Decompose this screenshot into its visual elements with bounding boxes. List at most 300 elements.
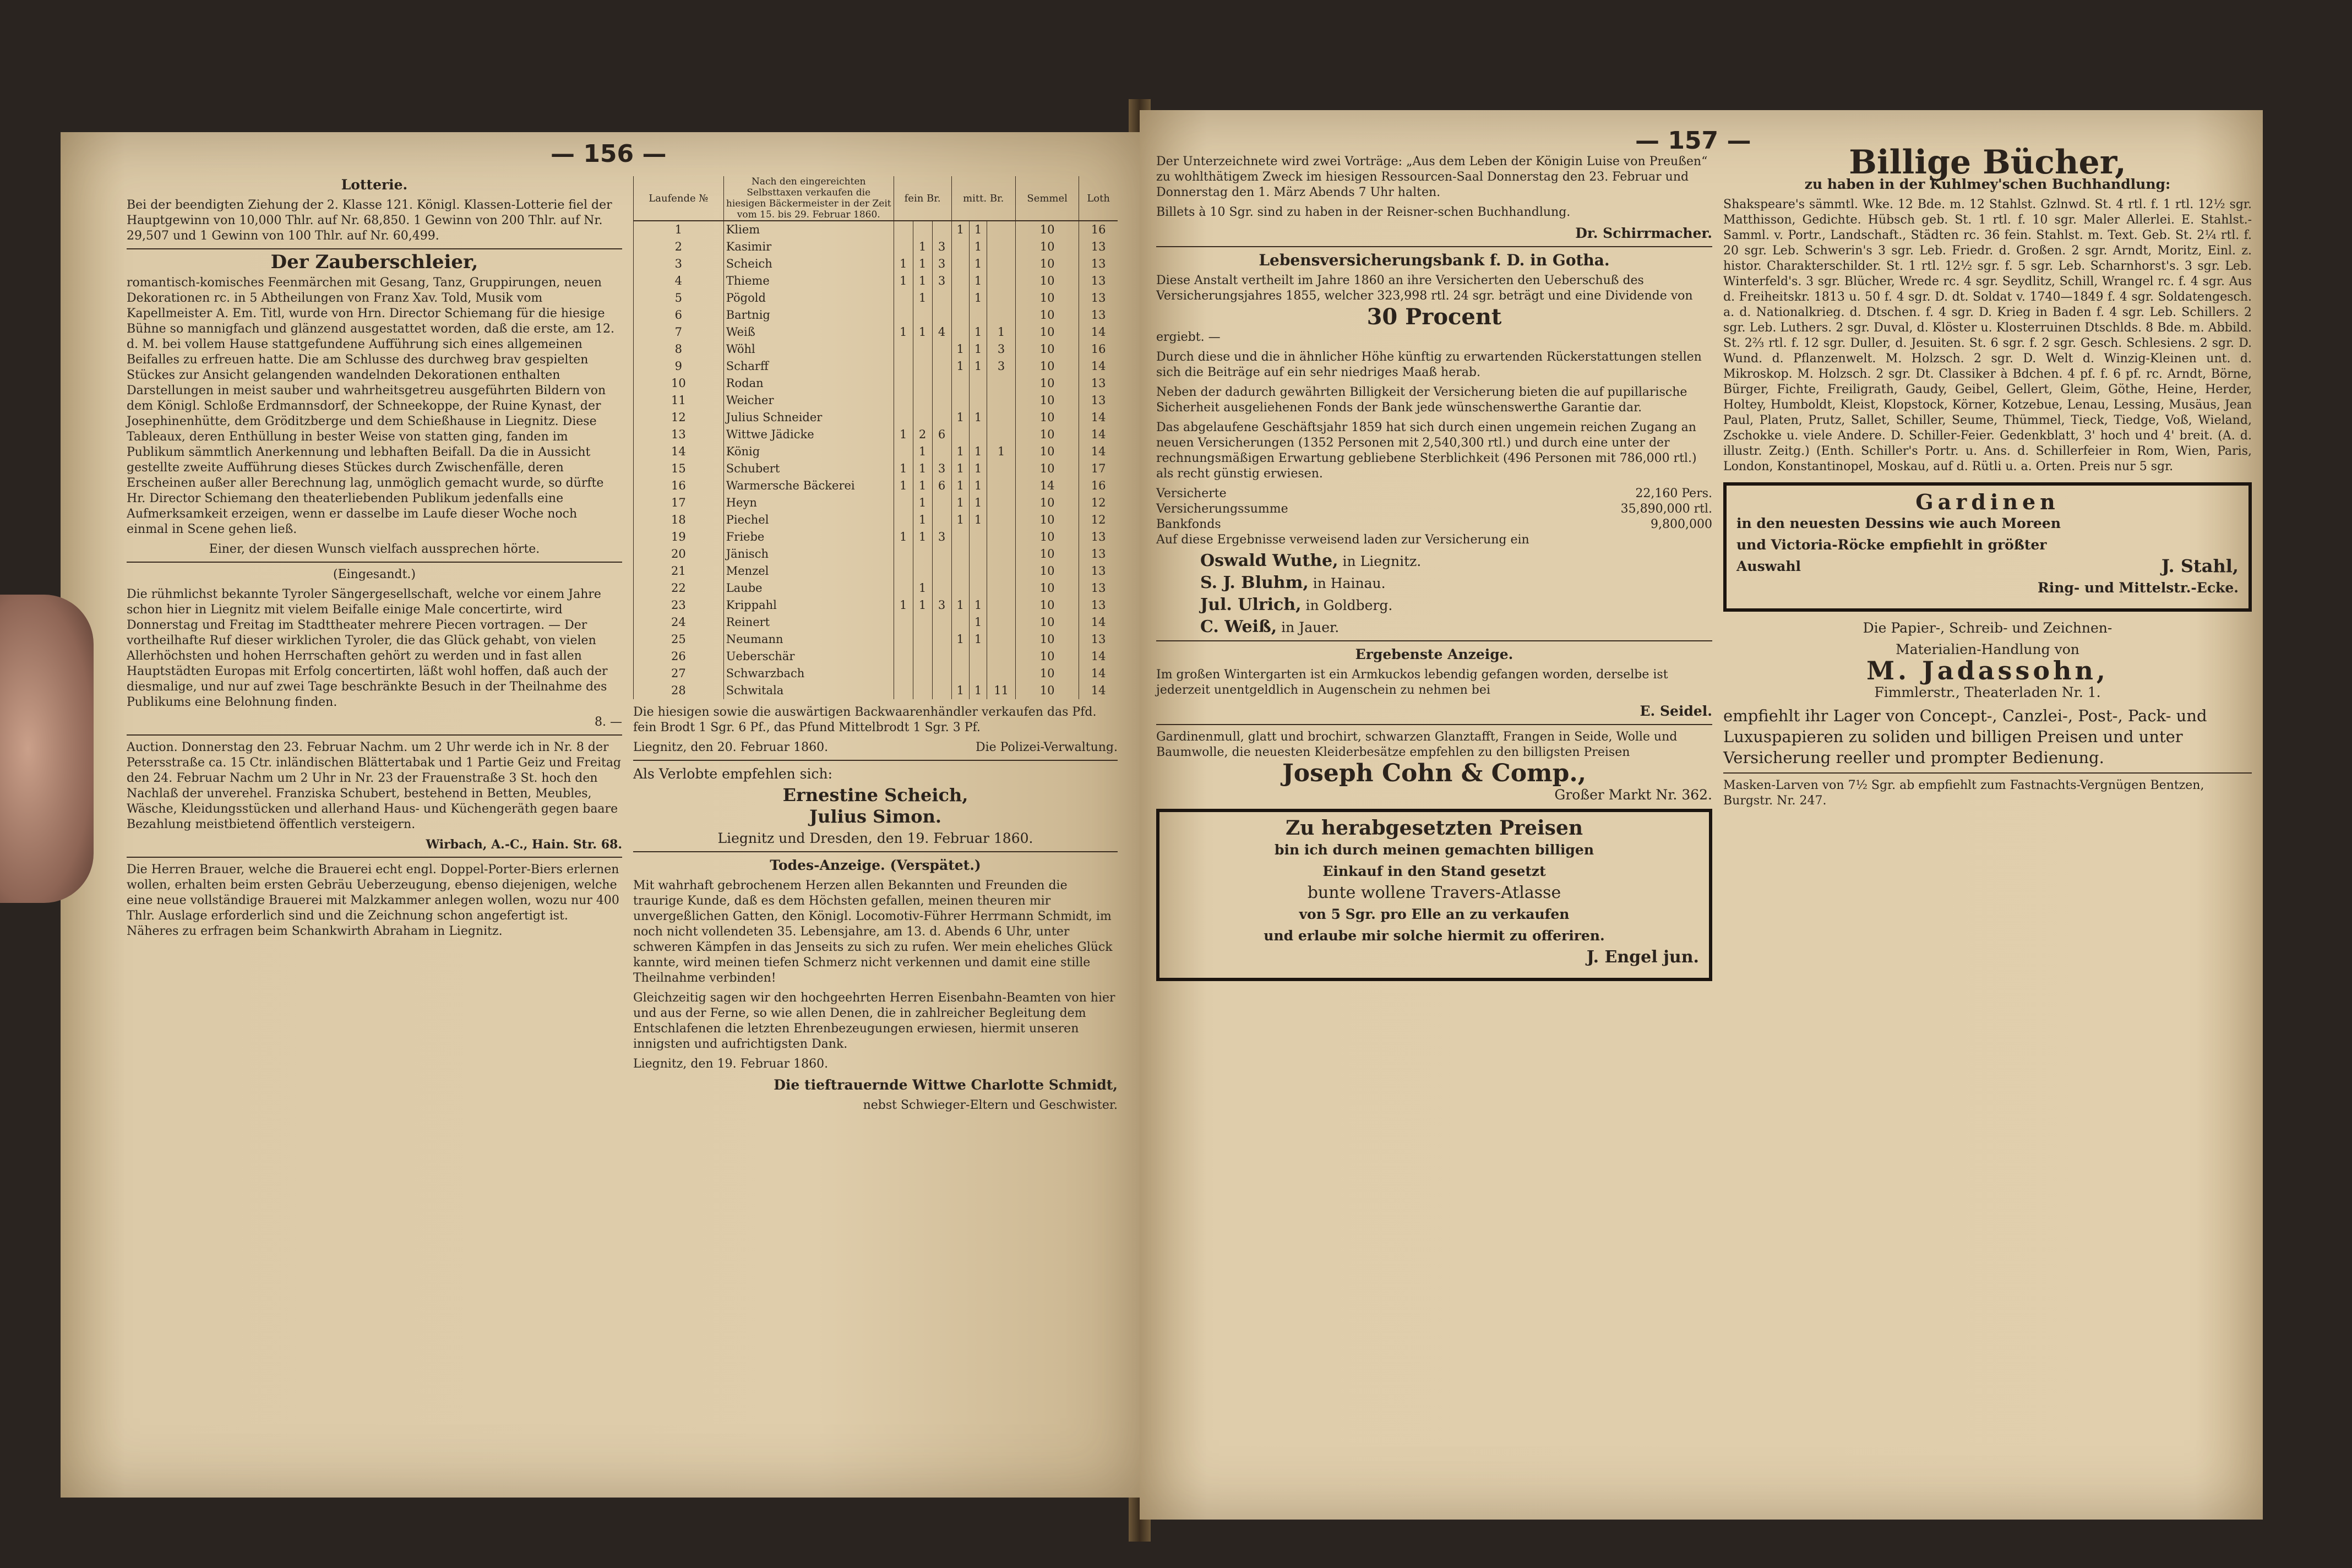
eingesandt-head: (Eingesandt.) xyxy=(333,568,416,581)
table-cell xyxy=(913,648,932,665)
baker-name-cell: Reinert xyxy=(723,614,894,631)
table-cell xyxy=(932,665,951,682)
baker-name-cell: Bartnig xyxy=(723,307,894,324)
verlobte-name-1: Ernestine Scheich, xyxy=(782,785,968,805)
table-cell xyxy=(913,221,932,238)
table-cell: 10 xyxy=(1015,665,1079,682)
table-row xyxy=(634,494,1118,511)
table-cell: 1 xyxy=(969,255,987,273)
jadassohn-name: M. Jadassohn, xyxy=(1866,656,2109,685)
table-cell: 28 xyxy=(634,682,724,699)
table-row xyxy=(634,614,1118,631)
table-cell: 1 xyxy=(951,494,969,511)
table-cell: 1 xyxy=(894,324,913,341)
stat-value: 22,160 Pers. xyxy=(1635,487,1712,500)
table-cell xyxy=(932,631,951,648)
stat-row xyxy=(1156,502,1712,517)
table-cell: 14 xyxy=(1079,409,1118,426)
baker-name-cell: Jänisch xyxy=(723,546,894,563)
table-cell xyxy=(932,290,951,307)
stat-value: 35,890,000 rtl. xyxy=(1620,502,1712,516)
table-cell: 10 xyxy=(1015,290,1079,307)
table-cell: 10 xyxy=(1015,682,1079,699)
table-cell: 10 xyxy=(1015,460,1079,477)
table-cell xyxy=(932,682,951,699)
verlobte-name-2: Julius Simon. xyxy=(809,806,941,827)
table-cell: 3 xyxy=(932,529,951,546)
table-cell xyxy=(969,375,987,392)
table-cell: 4 xyxy=(634,273,724,290)
todes-head: Todes-Anzeige. (Verspätet.) xyxy=(770,857,981,873)
table-row xyxy=(634,682,1118,699)
table-cell: 10 xyxy=(1015,255,1079,273)
table-cell xyxy=(987,511,1016,529)
table-cell xyxy=(951,648,969,665)
table-cell: 1 xyxy=(951,409,969,426)
divider xyxy=(127,734,622,736)
table-cell xyxy=(987,255,1016,273)
table-cell: 22 xyxy=(634,580,724,597)
table-cell: 1 xyxy=(969,221,987,238)
auction-sign: Wirbach, A.-C., Hain. Str. 68. xyxy=(426,837,622,852)
table-cell: 1 xyxy=(913,597,932,614)
divider xyxy=(1156,640,1712,641)
todes-sign: Die tieftrauernde Wittwe Charlotte Schmidt, xyxy=(774,1077,1118,1093)
stahl-line-1: in den neuesten Dessins wie auch Moreen xyxy=(1736,515,2061,531)
table-cell: 1 xyxy=(913,494,932,511)
table-cell: 1 xyxy=(969,238,987,255)
lotterie-head: Lotterie. xyxy=(341,177,408,193)
table-cell: 1 xyxy=(894,477,913,494)
table-cell xyxy=(932,375,951,392)
vortrag-sign: Dr. Schirrmacher. xyxy=(1575,225,1712,241)
baker-name-cell: Kliem xyxy=(723,221,894,238)
table-cell: 1 xyxy=(951,358,969,375)
table-cell: 1 xyxy=(894,597,913,614)
table-cell: 1 xyxy=(913,460,932,477)
buecher-sub: zu haben in der Kuhlmey'schen Buchhandlung: xyxy=(1804,176,2171,192)
versicherung-head: Lebensversicherungsbank f. D. in Gotha. xyxy=(1259,251,1610,269)
table-cell: 11 xyxy=(987,682,1016,699)
table-cell xyxy=(987,307,1016,324)
table-cell xyxy=(969,665,987,682)
table-cell: 16 xyxy=(1079,221,1118,238)
stat-value: 9,800,000 xyxy=(1651,518,1712,531)
table-cell: 1 xyxy=(894,460,913,477)
engel-line-4: von 5 Sgr. pro Elle an zu verkaufen xyxy=(1299,906,1570,922)
jadassohn-line-3: Fimmlerstr., Theaterladen Nr. 1. xyxy=(1874,684,2101,700)
table-cell: 11 xyxy=(634,392,724,409)
todes-text: Mit wahrhaft gebrochenem Herzen allen Bekannten und Freunden die traurige Kunde, daß es dem Höchsten gefallen, meinen theuren mir unvergeßlichen Gatten, den Königl. Locomotiv-Führer Herrmann Schmidt, im noch nicht vollendeten 35. Lebensjahre, am 13. d. Abends 6 Uhr, unter schweren Kämpfen in das Jenseits zu sich zu rufen. Wer mein eheliches Glück kannte, wird meinen tiefen Schmerz nicht verkennen und damit eine stille Theilnahme verbinden! xyxy=(633,879,1113,985)
table-cell: 16 xyxy=(634,477,724,494)
table-row xyxy=(634,324,1118,341)
cohn-firm: Joseph Cohn & Comp., xyxy=(1282,759,1587,787)
holding-thumb xyxy=(0,595,94,903)
table-cell: 10 xyxy=(1015,221,1079,238)
table-cell: 1 xyxy=(969,443,987,460)
zauber-text: romantisch-komisches Feenmärchen mit Gesang, Tanz, Gruppirungen, neuen Dekorationen rc. in 5 Abtheilungen von Franz Xav. Told, Musik vom Kapellmeister A. Em. Titl, wurde von Hrn. Director Schiemang für die hiesige Bühne so mannigfach und glänzend ausgestattet worden, daß die erste, am 12. d. M. bei vollem Hause stattgefundene Aufführung sich eines allgemeinen Beifalles zu erfreuen hatte. Die am Schlusse des durchweg brav gespielten Stückes zur Ansicht gelangenden wandelnden Dekorationen enthalten Darstellungen in meist sauber und wahrheitsgetreu ausgeführten Bildern von dem Königl. Schloße Erdmannsdorf, der Schneekoppe, der Ruine Kynast, der Josephinenhütte, dem Gröditzberge und dem Schießhause in Liegnitz. Diese Tableaux, deren Enthüllung in bester Weise von statten ging, fanden im Publikum sämmtlich Anerkennung und lebhaften Beifall. Da die in Aussicht gestellte zweite Aufführung dieses Stückes durch Zwischenfälle, deren Erscheinen außer aller Berechnung lag, unmöglich gemacht wurde, so dürfte Hr. Director Schiemang den theaterliebenden Publikum jedenfalls eine Aufmerksamkeit erzeigen, wenn er dasselbe im Laufe dieser Woche noch einmal in Scene gehen ließ. xyxy=(127,276,615,536)
table-cell: 14 xyxy=(1079,614,1118,631)
table-cell: 10 xyxy=(1015,375,1079,392)
table-cell: 1 xyxy=(894,273,913,290)
table-cell: 1 xyxy=(969,614,987,631)
table-cell xyxy=(932,546,951,563)
table-cell: 1 xyxy=(913,324,932,341)
table-cell xyxy=(913,392,932,409)
table-cell: 1 xyxy=(969,273,987,290)
verlobte-place: Liegnitz und Dresden, den 19. Februar 1860. xyxy=(717,830,1033,846)
divider xyxy=(633,851,1118,852)
table-cell xyxy=(894,358,913,375)
agent-row xyxy=(1200,574,1712,592)
vortrag-text-2: Billets à 10 Sgr. sind zu haben in der Reisner-schen Buchhandlung. xyxy=(1156,205,1571,219)
agent-row xyxy=(1200,596,1712,614)
table-cell: 14 xyxy=(1079,443,1118,460)
table-cell: 3 xyxy=(634,255,724,273)
todes-sign-2: nebst Schwieger-Eltern und Geschwister. xyxy=(863,1098,1118,1112)
table-cell xyxy=(951,375,969,392)
table-cell xyxy=(932,614,951,631)
agent-name: S. J. Bluhm, xyxy=(1200,573,1309,592)
col-fein: fein Br. xyxy=(894,176,951,221)
stahl-addr: Ring- und Mittelstr.-Ecke. xyxy=(2037,580,2239,596)
table-row xyxy=(634,375,1118,392)
table-cell xyxy=(969,529,987,546)
table-cell: 27 xyxy=(634,665,724,682)
baker-name-cell: Schwarzbach xyxy=(723,665,894,682)
table-cell: 13 xyxy=(1079,631,1118,648)
table-cell: 1 xyxy=(987,324,1016,341)
table-cell xyxy=(951,546,969,563)
table-cell: 26 xyxy=(634,648,724,665)
table-cell xyxy=(951,324,969,341)
table-cell: 14 xyxy=(1079,665,1118,682)
table-cell xyxy=(913,665,932,682)
engel-line-5: und erlaube mir solche hiermit zu offeriren. xyxy=(1264,928,1605,944)
col-mitt: mitt. Br. xyxy=(951,176,1015,221)
table-cell: 14 xyxy=(1079,324,1118,341)
table-cell: 1 xyxy=(951,597,969,614)
auction-text: Auction. Donnerstag den 23. Februar Nachm. um 2 Uhr werde ich in Nr. 8 der Petersstraße ca. 15 Ctr. inländischen Blättertabak und 1 Partie Geiz und Freitag den 24. Februar Nachm um 2 Uhr in Nr. 23 der Frauenstraße 3 St. hoch den Nachlaß der unverehel. Franziska Schubert, bestehend in Betten, Meubles, Wäsche, Kleidungsstücken und allerhand Haus- und Küchengeräth gegen baare Bezahlung meistbietend öffentlich versteigern. xyxy=(127,741,622,831)
left-page xyxy=(61,132,1140,1498)
table-cell: 13 xyxy=(1079,375,1118,392)
table-cell xyxy=(894,392,913,409)
table-cell xyxy=(987,546,1016,563)
table-cell: 1 xyxy=(969,494,987,511)
table-row xyxy=(634,460,1118,477)
engel-sign: J. Engel jun. xyxy=(1586,948,1699,967)
agent-place: in Jauer. xyxy=(1281,619,1340,635)
baker-name-cell: Menzel xyxy=(723,563,894,580)
table-cell xyxy=(987,426,1016,443)
agent-place: in Hainau. xyxy=(1313,575,1386,591)
table-cell xyxy=(969,307,987,324)
table-cell xyxy=(894,409,913,426)
table-cell xyxy=(932,563,951,580)
table-cell xyxy=(913,409,932,426)
table-cell: 13 xyxy=(1079,529,1118,546)
table-cell xyxy=(894,290,913,307)
table-cell: 10 xyxy=(1015,563,1079,580)
table-cell: 24 xyxy=(634,614,724,631)
table-cell: 10 xyxy=(1015,443,1079,460)
table-cell: 10 xyxy=(1015,546,1079,563)
eingesandt-sign: 8. — xyxy=(595,715,622,729)
table-cell xyxy=(987,631,1016,648)
table-cell: 1 xyxy=(951,511,969,529)
table-cell xyxy=(951,563,969,580)
versicherung-text-6: Auf diese Ergebnisse verweisend laden zur Versicherung ein xyxy=(1156,533,1529,547)
table-row xyxy=(634,648,1118,665)
right-page xyxy=(1140,110,2263,1520)
table-cell: 14 xyxy=(634,443,724,460)
table-sign xyxy=(633,740,1118,755)
table-cell: 14 xyxy=(1079,648,1118,665)
cohn-addr: Großer Markt Nr. 362. xyxy=(1554,787,1712,803)
table-cell xyxy=(932,511,951,529)
table-cell xyxy=(951,238,969,255)
stat-label: Versicherte xyxy=(1156,487,1227,500)
versicherung-text-2: ergiebt. — xyxy=(1156,330,1221,344)
baker-name-cell: Julius Schneider xyxy=(723,409,894,426)
table-cell: 1 xyxy=(951,460,969,477)
table-cell: 10 xyxy=(1015,426,1079,443)
baker-name-cell: Scharff xyxy=(723,358,894,375)
table-row xyxy=(634,307,1118,324)
agent-name: Oswald Wuthe, xyxy=(1200,551,1338,570)
baker-name-cell: Pögold xyxy=(723,290,894,307)
jadassohn-line-2: Materialien-Handlung von xyxy=(1896,641,2079,657)
baker-name-cell: Piechel xyxy=(723,511,894,529)
table-cell xyxy=(913,375,932,392)
table-cell xyxy=(969,580,987,597)
versicherung-stats xyxy=(1156,486,1712,532)
table-cell xyxy=(932,580,951,597)
baker-name-cell: Neumann xyxy=(723,631,894,648)
table-cell: 3 xyxy=(932,273,951,290)
right-page-left-column xyxy=(1156,154,1712,981)
table-cell: 3 xyxy=(932,460,951,477)
table-cell xyxy=(913,546,932,563)
table-cell: 10 xyxy=(1015,494,1079,511)
table-cell: 13 xyxy=(1079,307,1118,324)
table-footnote: Die hiesigen sowie die auswärtigen Backwaarenhändler verkaufen das Pfd. fein Brodt 1 Sgr. 6 Pf., das Pfund Mittelbrodt 1 Sgr. 3 Pf. xyxy=(633,705,1097,734)
table-cell: 1 xyxy=(913,238,932,255)
table-cell: 13 xyxy=(1079,273,1118,290)
table-cell: 1 xyxy=(913,580,932,597)
stahl-head: Gardinen xyxy=(1915,489,2060,514)
table-cell xyxy=(932,409,951,426)
table-cell: 19 xyxy=(634,529,724,546)
baker-name-cell: Scheich xyxy=(723,255,894,273)
table-cell: 13 xyxy=(1079,392,1118,409)
table-cell xyxy=(913,682,932,699)
table-cell: 9 xyxy=(634,358,724,375)
table-cell xyxy=(951,529,969,546)
todes-date: Liegnitz, den 19. Februar 1860. xyxy=(633,1057,829,1071)
table-cell xyxy=(894,221,913,238)
table-cell xyxy=(987,221,1016,238)
table-cell: 18 xyxy=(634,511,724,529)
table-cell xyxy=(913,341,932,358)
table-cell xyxy=(951,273,969,290)
table-cell xyxy=(894,511,913,529)
table-cell xyxy=(987,238,1016,255)
table-cell: 1 xyxy=(969,324,987,341)
table-cell xyxy=(894,443,913,460)
table-cell xyxy=(987,409,1016,426)
table-cell: 1 xyxy=(969,358,987,375)
table-cell: 13 xyxy=(1079,563,1118,580)
table-cell: 1 xyxy=(969,511,987,529)
table-row xyxy=(634,665,1118,682)
table-cell: 10 xyxy=(1015,648,1079,665)
baker-name-cell: Ueberschär xyxy=(723,648,894,665)
left-column xyxy=(127,176,622,944)
table-cell: 10 xyxy=(1015,341,1079,358)
table-cell: 10 xyxy=(1015,238,1079,255)
table-cell xyxy=(932,358,951,375)
stat-label: Versicherungssumme xyxy=(1156,502,1288,516)
table-cell: 13 xyxy=(1079,238,1118,255)
table-cell xyxy=(894,665,913,682)
table-row xyxy=(634,477,1118,494)
table-cell xyxy=(987,529,1016,546)
table-cell xyxy=(951,255,969,273)
table-cell xyxy=(894,682,913,699)
table-cell: 1 xyxy=(894,255,913,273)
table-cell: 1 xyxy=(894,529,913,546)
table-row xyxy=(634,290,1118,307)
table-cell xyxy=(894,563,913,580)
table-cell: 6 xyxy=(932,477,951,494)
table-cell xyxy=(987,273,1016,290)
table-cell: 7 xyxy=(634,324,724,341)
table-cell xyxy=(913,358,932,375)
table-cell: 13 xyxy=(1079,546,1118,563)
divider xyxy=(127,248,622,249)
cohn-text: Gardinenmull, glatt und brochirt, schwarzen Glanztafft, Frangen in Seide, Wolle und Baumwolle, die neuesten Kleiderbesätze empfehlen zu den billigsten Preisen xyxy=(1156,730,1678,759)
agent-row xyxy=(1200,618,1712,636)
table-cell: 12 xyxy=(634,409,724,426)
table-cell: 14 xyxy=(1079,358,1118,375)
table-cell: 16 xyxy=(1079,477,1118,494)
table-cell: 13 xyxy=(1079,597,1118,614)
table-cell: 14 xyxy=(1079,682,1118,699)
engel-advert xyxy=(1156,809,1712,981)
table-row xyxy=(634,529,1118,546)
table-cell xyxy=(894,648,913,665)
ergebenste-sign: E. Seidel. xyxy=(1640,703,1712,719)
versicherung-percent: 30 Procent xyxy=(1366,304,1502,330)
table-cell xyxy=(951,392,969,409)
baker-name-cell: Weicher xyxy=(723,392,894,409)
table-cell xyxy=(987,597,1016,614)
table-header-row xyxy=(634,176,1118,221)
table-cell: 1 xyxy=(987,443,1016,460)
table-cell xyxy=(951,614,969,631)
ergebenste-head: Ergebenste Anzeige. xyxy=(1355,646,1513,662)
table-cell xyxy=(951,307,969,324)
table-cell: 4 xyxy=(932,324,951,341)
table-cell xyxy=(951,665,969,682)
table-cell: 3 xyxy=(932,238,951,255)
table-cell: 10 xyxy=(1015,631,1079,648)
table-cell: 1 xyxy=(951,443,969,460)
divider xyxy=(1156,724,1712,725)
baker-name-cell: Warmersche Bäckerei xyxy=(723,477,894,494)
stat-row xyxy=(1156,486,1712,502)
table-cell: 10 xyxy=(1015,511,1079,529)
table-cell xyxy=(932,307,951,324)
divider xyxy=(1723,772,2252,774)
baker-name-cell: Friebe xyxy=(723,529,894,546)
engel-line-1: bin ich durch meinen gemachten billigen xyxy=(1274,842,1594,858)
stahl-line-3 xyxy=(1736,558,2239,575)
table-sign-right: Die Polizei-Verwaltung. xyxy=(975,741,1118,754)
table-cell xyxy=(932,443,951,460)
bakers-price-table xyxy=(633,176,1118,699)
versicherung-text: Diese Anstalt vertheilt im Jahre 1860 an ihre Versicherten den Ueberschuß des Versicherungsjahres 1855, welcher 323,998 rtl. 24 sgr. beträgt und eine Dividende von xyxy=(1156,274,1693,303)
table-cell: 1 xyxy=(913,273,932,290)
brauer-text: Die Herren Brauer, welche die Brauerei echt engl. Doppel-Porter-Biers erlernen wollen, erhalten beim ersten Gebräu Ueberzeugung, ebenso diejenigen, welche eine neue vollständige Brauerei mit Malzkammer anlegen wollen, wozu nur 400 Thlr. Auslage erforderlich sind und die Zeichnung schon angefertigt ist. Näheres zu erfragen beim Schankwirth Abraham in Liegnitz. xyxy=(127,863,619,938)
table-cell: 17 xyxy=(1079,460,1118,477)
table-cell xyxy=(894,580,913,597)
verlobte-line: Als Verlobte empfehlen sich: xyxy=(633,766,833,782)
table-row xyxy=(634,443,1118,460)
stat-row xyxy=(1156,517,1712,532)
baker-name-cell: Krippahl xyxy=(723,597,894,614)
table-cell xyxy=(969,426,987,443)
table-cell: 10 xyxy=(1015,273,1079,290)
agent-place: in Goldberg. xyxy=(1305,597,1393,613)
table-cell: 12 xyxy=(1079,494,1118,511)
table-cell: 6 xyxy=(634,307,724,324)
table-cell: 25 xyxy=(634,631,724,648)
todes-text-2: Gleichzeitig sagen wir den hochgeehrten Herren Eisenbahn-Beamten von hier und aus der Ferne, so wie allen Denen, die in zahlreicher Begleitung dem Entschlafenen die letzten Ehrenbezeugungen erwiesen, hiermit unseren innigsten und aufrichtigsten Dank. xyxy=(633,991,1115,1051)
table-cell: 16 xyxy=(1079,341,1118,358)
table-cell: 1 xyxy=(913,477,932,494)
table-cell xyxy=(894,375,913,392)
versicherung-text-3: Durch diese und die in ähnlicher Höhe künftig zu erwartenden Rückerstattungen stellen sich die Beiträge auf ein sehr niedriges Maaß herab. xyxy=(1156,350,1702,379)
engel-head: Zu herabgesetzten Preisen xyxy=(1285,816,1583,840)
table-cell: 20 xyxy=(634,546,724,563)
table-row xyxy=(634,221,1118,238)
baker-name-cell: Laube xyxy=(723,580,894,597)
stahl-line-3-text: Auswahl xyxy=(1736,558,1801,574)
table-cell xyxy=(987,665,1016,682)
table-cell xyxy=(987,290,1016,307)
table-cell: 1 xyxy=(969,290,987,307)
stahl-line-2: und Victoria-Röcke empfiehlt in größter xyxy=(1736,537,2047,553)
baker-name-cell: Schwitala xyxy=(723,682,894,699)
baker-name-cell: Weiß xyxy=(723,324,894,341)
table-cell xyxy=(951,580,969,597)
table-cell: 3 xyxy=(932,597,951,614)
page-number-right: — 157 — xyxy=(1635,127,1751,155)
eingesandt-text: Die rühmlichst bekannte Tyroler Sängergesellschaft, welche vor einem Jahre schon hier in Liegnitz mit vielem Beifalle einige Male concertirte, wird Donnerstag und Freitag im Stadttheater mehrere Piecen vortragen. — Der vortheilhafte Ruf dieser wirklichen Tyroler, die das Glück gehabt, von vielen Allerhöchsten und hohen Herrschaften gehört zu werden und in fast allen Hauptstädten Europas mit Erfolg concertirten, läßt wohl hoffen, daß auch der diesmalige, und nur auf zwei Tage beschränkte Besuch in der Theilnahme des Publikums eine Belohnung finden. xyxy=(127,587,608,709)
table-cell: 1 xyxy=(913,290,932,307)
table-row xyxy=(634,631,1118,648)
table-cell xyxy=(894,614,913,631)
agent-name: Jul. Ulrich, xyxy=(1200,595,1302,614)
baker-name-cell: König xyxy=(723,443,894,460)
table-cell xyxy=(987,563,1016,580)
page-number-left: — 156 — xyxy=(551,140,667,168)
table-cell: 1 xyxy=(969,597,987,614)
table-cell xyxy=(987,460,1016,477)
table-cell: 13 xyxy=(1079,290,1118,307)
